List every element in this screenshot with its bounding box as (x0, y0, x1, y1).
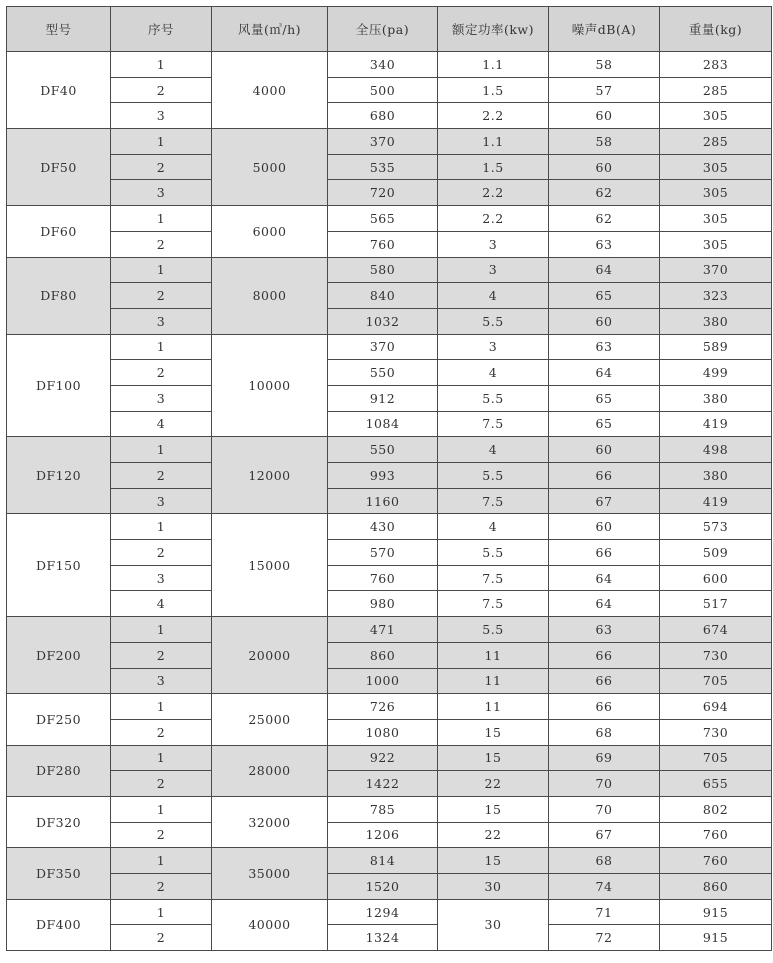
weight-cell: 305 (660, 206, 772, 232)
seq-cell: 3 (111, 308, 212, 334)
pressure-cell: 370 (328, 334, 438, 360)
pressure-cell: 680 (328, 103, 438, 129)
pressure-cell: 993 (328, 463, 438, 489)
power-cell: 1.1 (438, 129, 549, 155)
seq-cell: 3 (111, 385, 212, 411)
weight-cell: 380 (660, 463, 772, 489)
weight-cell: 305 (660, 103, 772, 129)
power-cell: 30 (438, 899, 549, 950)
seq-cell: 1 (111, 514, 212, 540)
noise-cell: 67 (549, 822, 660, 848)
table-row (7, 103, 772, 129)
seq-cell: 1 (111, 257, 212, 283)
weight-cell: 305 (660, 154, 772, 180)
airflow-cell: 4000 (212, 52, 328, 129)
fan-spec-table (6, 6, 772, 951)
noise-cell: 58 (549, 52, 660, 78)
pressure-cell: 912 (328, 385, 438, 411)
table-row (7, 514, 772, 540)
model-cell: DF200 (7, 617, 111, 694)
power-cell: 1.1 (438, 52, 549, 78)
power-cell: 7.5 (438, 411, 549, 437)
model-cell: DF320 (7, 796, 111, 847)
table-row (7, 129, 772, 155)
weight-cell: 380 (660, 308, 772, 334)
seq-cell: 1 (111, 334, 212, 360)
seq-cell: 2 (111, 283, 212, 309)
seq-cell: 1 (111, 437, 212, 463)
weight-cell: 285 (660, 129, 772, 155)
table-row (7, 411, 772, 437)
power-cell: 15 (438, 848, 549, 874)
noise-cell: 70 (549, 771, 660, 797)
weight-cell: 860 (660, 874, 772, 900)
table-row (7, 437, 772, 463)
seq-cell: 3 (111, 668, 212, 694)
table-row (7, 642, 772, 668)
table-row (7, 488, 772, 514)
noise-cell: 68 (549, 719, 660, 745)
pressure-cell: 1422 (328, 771, 438, 797)
pressure-cell: 550 (328, 437, 438, 463)
noise-cell: 60 (549, 103, 660, 129)
pressure-cell: 814 (328, 848, 438, 874)
model-cell: DF350 (7, 848, 111, 899)
table-row (7, 925, 772, 951)
noise-cell: 62 (549, 180, 660, 206)
model-cell: DF50 (7, 129, 111, 206)
weight-cell: 760 (660, 848, 772, 874)
table-row (7, 565, 772, 591)
seq-cell: 2 (111, 540, 212, 566)
model-cell: DF400 (7, 899, 111, 950)
weight-cell: 674 (660, 617, 772, 643)
noise-cell: 66 (549, 463, 660, 489)
table-row (7, 745, 772, 771)
table-row (7, 180, 772, 206)
airflow-cell: 12000 (212, 437, 328, 514)
pressure-cell: 580 (328, 257, 438, 283)
seq-cell: 3 (111, 180, 212, 206)
seq-cell: 2 (111, 719, 212, 745)
power-cell: 4 (438, 360, 549, 386)
seq-cell: 1 (111, 848, 212, 874)
seq-cell: 1 (111, 206, 212, 232)
seq-cell: 2 (111, 154, 212, 180)
model-cell: DF100 (7, 334, 111, 437)
table-row (7, 668, 772, 694)
airflow-cell: 5000 (212, 129, 328, 206)
noise-cell: 64 (549, 360, 660, 386)
noise-cell: 71 (549, 899, 660, 925)
weight-cell: 600 (660, 565, 772, 591)
model-cell: DF280 (7, 745, 111, 796)
table-row (7, 591, 772, 617)
table-row (7, 257, 772, 283)
power-cell: 15 (438, 745, 549, 771)
table-row (7, 308, 772, 334)
pressure-cell: 430 (328, 514, 438, 540)
power-cell: 5.5 (438, 463, 549, 489)
weight-cell: 915 (660, 925, 772, 951)
airflow-cell: 15000 (212, 514, 328, 617)
table-row (7, 52, 772, 78)
weight-cell: 705 (660, 745, 772, 771)
table-row (7, 77, 772, 103)
pressure-cell: 760 (328, 565, 438, 591)
pressure-cell: 535 (328, 154, 438, 180)
model-cell: DF250 (7, 694, 111, 745)
seq-cell: 1 (111, 745, 212, 771)
pressure-cell: 785 (328, 796, 438, 822)
power-cell: 11 (438, 668, 549, 694)
airflow-cell: 8000 (212, 257, 328, 334)
model-cell: DF40 (7, 52, 111, 129)
header-seq: 序号 (111, 7, 212, 52)
airflow-cell: 25000 (212, 694, 328, 745)
airflow-cell: 35000 (212, 848, 328, 899)
seq-cell: 2 (111, 77, 212, 103)
power-cell: 5.5 (438, 308, 549, 334)
header-weight: 重量(kg) (660, 7, 772, 52)
power-cell: 15 (438, 719, 549, 745)
seq-cell: 2 (111, 771, 212, 797)
pressure-cell: 471 (328, 617, 438, 643)
power-cell: 22 (438, 822, 549, 848)
noise-cell: 65 (549, 385, 660, 411)
pressure-cell: 565 (328, 206, 438, 232)
power-cell: 30 (438, 874, 549, 900)
power-cell: 2.2 (438, 180, 549, 206)
weight-cell: 498 (660, 437, 772, 463)
table-row (7, 822, 772, 848)
noise-cell: 67 (549, 488, 660, 514)
table-row (7, 771, 772, 797)
weight-cell: 509 (660, 540, 772, 566)
weight-cell: 694 (660, 694, 772, 720)
noise-cell: 60 (549, 154, 660, 180)
pressure-cell: 922 (328, 745, 438, 771)
pressure-cell: 1084 (328, 411, 438, 437)
pressure-cell: 1520 (328, 874, 438, 900)
pressure-cell: 570 (328, 540, 438, 566)
table-row (7, 334, 772, 360)
seq-cell: 3 (111, 488, 212, 514)
table-row (7, 719, 772, 745)
airflow-cell: 6000 (212, 206, 328, 257)
noise-cell: 63 (549, 617, 660, 643)
power-cell: 4 (438, 283, 549, 309)
seq-cell: 3 (111, 565, 212, 591)
seq-cell: 2 (111, 874, 212, 900)
noise-cell: 69 (549, 745, 660, 771)
power-cell: 1.5 (438, 154, 549, 180)
power-cell: 7.5 (438, 591, 549, 617)
seq-cell: 1 (111, 129, 212, 155)
seq-cell: 1 (111, 52, 212, 78)
pressure-cell: 1324 (328, 925, 438, 951)
weight-cell: 730 (660, 642, 772, 668)
noise-cell: 68 (549, 848, 660, 874)
table-row (7, 283, 772, 309)
power-cell: 15 (438, 796, 549, 822)
header-row (7, 7, 772, 52)
noise-cell: 64 (549, 257, 660, 283)
table-row (7, 899, 772, 925)
table-row (7, 385, 772, 411)
table-row (7, 540, 772, 566)
noise-cell: 60 (549, 437, 660, 463)
airflow-cell: 28000 (212, 745, 328, 796)
noise-cell: 64 (549, 591, 660, 617)
pressure-cell: 720 (328, 180, 438, 206)
weight-cell: 705 (660, 668, 772, 694)
weight-cell: 517 (660, 591, 772, 617)
noise-cell: 58 (549, 129, 660, 155)
seq-cell: 2 (111, 822, 212, 848)
power-cell: 3 (438, 231, 549, 257)
seq-cell: 1 (111, 694, 212, 720)
pressure-cell: 500 (328, 77, 438, 103)
table-row (7, 463, 772, 489)
power-cell: 22 (438, 771, 549, 797)
noise-cell: 66 (549, 540, 660, 566)
table-row (7, 617, 772, 643)
noise-cell: 72 (549, 925, 660, 951)
seq-cell: 4 (111, 591, 212, 617)
weight-cell: 283 (660, 52, 772, 78)
weight-cell: 419 (660, 488, 772, 514)
power-cell: 5.5 (438, 385, 549, 411)
weight-cell: 305 (660, 231, 772, 257)
power-cell: 2.2 (438, 206, 549, 232)
seq-cell: 2 (111, 231, 212, 257)
pressure-cell: 760 (328, 231, 438, 257)
noise-cell: 65 (549, 411, 660, 437)
weight-cell: 760 (660, 822, 772, 848)
weight-cell: 323 (660, 283, 772, 309)
noise-cell: 66 (549, 668, 660, 694)
table-row (7, 360, 772, 386)
weight-cell: 285 (660, 77, 772, 103)
weight-cell: 915 (660, 899, 772, 925)
pressure-cell: 860 (328, 642, 438, 668)
header-power: 额定功率(kw) (438, 7, 549, 52)
pressure-cell: 1032 (328, 308, 438, 334)
power-cell: 11 (438, 694, 549, 720)
weight-cell: 730 (660, 719, 772, 745)
seq-cell: 1 (111, 899, 212, 925)
weight-cell: 589 (660, 334, 772, 360)
pressure-cell: 1000 (328, 668, 438, 694)
weight-cell: 655 (660, 771, 772, 797)
seq-cell: 2 (111, 642, 212, 668)
noise-cell: 60 (549, 514, 660, 540)
model-cell: DF150 (7, 514, 111, 617)
weight-cell: 499 (660, 360, 772, 386)
header-pressure: 全压(pa) (328, 7, 438, 52)
table-row (7, 796, 772, 822)
power-cell: 7.5 (438, 565, 549, 591)
model-cell: DF80 (7, 257, 111, 334)
power-cell: 1.5 (438, 77, 549, 103)
power-cell: 2.2 (438, 103, 549, 129)
airflow-cell: 32000 (212, 796, 328, 847)
noise-cell: 63 (549, 231, 660, 257)
seq-cell: 2 (111, 925, 212, 951)
table-body (7, 52, 772, 951)
seq-cell: 4 (111, 411, 212, 437)
pressure-cell: 340 (328, 52, 438, 78)
table-row (7, 154, 772, 180)
power-cell: 3 (438, 257, 549, 283)
model-cell: DF60 (7, 206, 111, 257)
table-row (7, 206, 772, 232)
noise-cell: 65 (549, 283, 660, 309)
power-cell: 3 (438, 334, 549, 360)
seq-cell: 1 (111, 617, 212, 643)
noise-cell: 63 (549, 334, 660, 360)
airflow-cell: 40000 (212, 899, 328, 950)
seq-cell: 1 (111, 796, 212, 822)
weight-cell: 573 (660, 514, 772, 540)
weight-cell: 305 (660, 180, 772, 206)
power-cell: 11 (438, 642, 549, 668)
seq-cell: 3 (111, 103, 212, 129)
seq-cell: 2 (111, 360, 212, 386)
weight-cell: 380 (660, 385, 772, 411)
noise-cell: 66 (549, 694, 660, 720)
header-model: 型号 (7, 7, 111, 52)
pressure-cell: 1206 (328, 822, 438, 848)
power-cell: 4 (438, 437, 549, 463)
table-row (7, 694, 772, 720)
weight-cell: 370 (660, 257, 772, 283)
power-cell: 4 (438, 514, 549, 540)
power-cell: 7.5 (438, 488, 549, 514)
airflow-cell: 10000 (212, 334, 328, 437)
noise-cell: 64 (549, 565, 660, 591)
noise-cell: 66 (549, 642, 660, 668)
pressure-cell: 550 (328, 360, 438, 386)
seq-cell: 2 (111, 463, 212, 489)
airflow-cell: 20000 (212, 617, 328, 694)
pressure-cell: 840 (328, 283, 438, 309)
model-cell: DF120 (7, 437, 111, 514)
power-cell: 5.5 (438, 540, 549, 566)
table-row (7, 848, 772, 874)
noise-cell: 74 (549, 874, 660, 900)
pressure-cell: 1080 (328, 719, 438, 745)
noise-cell: 60 (549, 308, 660, 334)
header-noise: 噪声dB(A) (549, 7, 660, 52)
pressure-cell: 1294 (328, 899, 438, 925)
pressure-cell: 726 (328, 694, 438, 720)
pressure-cell: 980 (328, 591, 438, 617)
noise-cell: 57 (549, 77, 660, 103)
weight-cell: 802 (660, 796, 772, 822)
noise-cell: 62 (549, 206, 660, 232)
pressure-cell: 370 (328, 129, 438, 155)
pressure-cell: 1160 (328, 488, 438, 514)
weight-cell: 419 (660, 411, 772, 437)
noise-cell: 70 (549, 796, 660, 822)
power-cell: 5.5 (438, 617, 549, 643)
table-row (7, 231, 772, 257)
header-airflow: 风量(㎥/h) (212, 7, 328, 52)
table-row (7, 874, 772, 900)
